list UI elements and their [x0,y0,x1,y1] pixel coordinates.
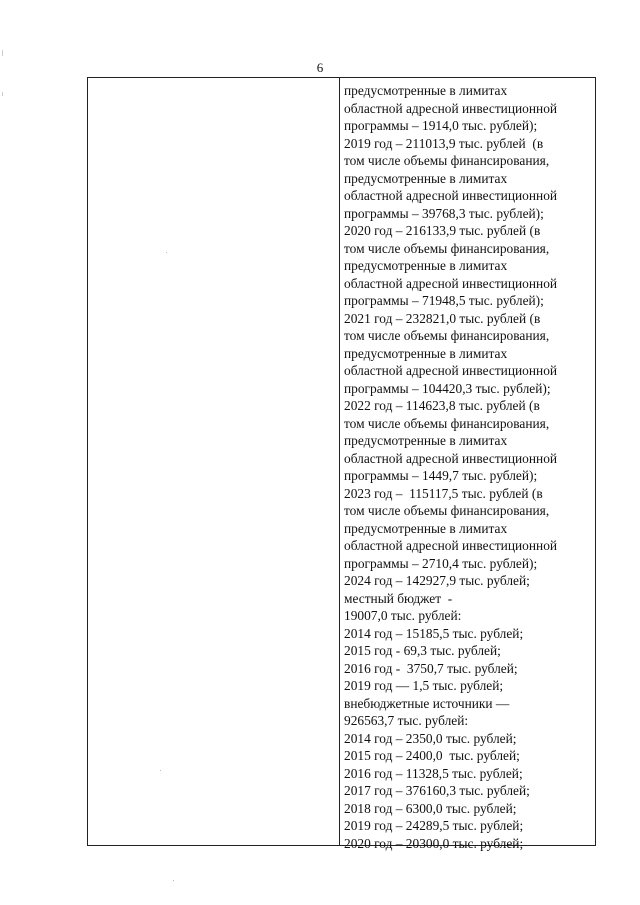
text-line: предусмотренные в лимитах [344,258,508,273]
text-line: 2016 год – 11328,5 тыс. рублей; [344,765,523,781]
text-line: областной адресной инвестиционной [344,538,558,553]
text-line: областной адресной инвестиционной [344,188,558,203]
text-line: 2024 год – 142927,9 тыс. рублей; [344,573,530,588]
text-line: программы – 2710,4 тыс. рублей); [344,555,538,571]
text-line: 2020 год – 20300,0 тыс. рублей; [344,835,524,851]
text-line: областной адресной инвестиционной [344,275,558,291]
scan-artifact [173,880,174,881]
scan-artifact [2,50,3,56]
text-line: программы – 71948,5 тыс. рублей); [344,293,544,308]
text-line: 2017 год – 376160,3 тыс. рублей; [344,783,530,798]
text-line: 2015 год – 2400,0 тыс. рублей; [344,748,520,763]
text-line: 2016 год - 3750,7 тыс. рублей; [344,660,518,676]
text-line: программы – 1449,7 тыс. рублей); [344,468,538,483]
scan-artifact [160,770,161,771]
text-line: том числе объемы финансирования, [344,328,550,343]
text-line: 19007,0 тыс. рублей: [344,608,462,623]
text-line: областной адресной инвестиционной [344,450,558,466]
text-line: 2021 год – 232821,0 тыс. рублей (в [344,310,541,326]
text-line: предусмотренные в лимитах [344,433,508,448]
text-line: 2023 год – 115117,5 тыс. рублей (в [344,485,543,501]
text-line: 2019 год – 24289,5 тыс. рублей; [344,818,524,833]
text-line: предусмотренные в лимитах [344,83,508,98]
scan-artifact [2,92,3,96]
table-right-cell [344,82,594,852]
text-line: том числе объемы финансирования, [344,415,550,431]
text-line: программы – 104420,3 тыс. рублей); [344,380,551,396]
text-line: внебюджетные источники — [344,695,510,711]
text-line: программы – 39768,3 тыс. рублей); [344,205,544,221]
text-line: местный бюджет - [344,590,453,606]
text-line: 2018 год – 6300,0 тыс. рублей; [344,800,517,816]
text-line: том числе объемы финансирования, [344,240,550,256]
text-line: предусмотренные в лимитах [344,520,508,536]
scan-artifact [166,252,167,253]
text-line: программы – 1914,0 тыс. рублей); [344,118,538,133]
text-line: 926563,7 тыс. рублей: [344,713,469,728]
document-table [87,77,596,851]
text-line: 2014 год – 15185,5 тыс. рублей; [344,625,524,641]
text-line: предусмотренные в лимитах [344,345,508,361]
text-line: том числе объемы финансирования, [344,153,550,168]
text-line: 2015 год - 69,3 тыс. рублей; [344,643,501,658]
text-line: 2019 год – 211013,9 тыс. рублей (в [344,135,544,151]
text-line: 2014 год – 2350,0 тыс. рублей; [344,730,517,746]
text-line: 2019 год — 1,5 тыс. рублей; [344,678,504,693]
text-line: предусмотренные в лимитах [344,170,508,186]
text-line: 2020 год – 216133,9 тыс. рублей (в [344,223,541,238]
text-line: 2022 год – 114623,8 тыс. рублей (в [344,398,540,413]
text-line: областной адресной инвестиционной [344,363,558,378]
text-line: областной адресной инвестиционной [344,100,558,116]
text-line: том числе объемы финансирования, [344,503,550,518]
table-column-divider [339,78,340,845]
page-number: 6 [316,60,324,75]
